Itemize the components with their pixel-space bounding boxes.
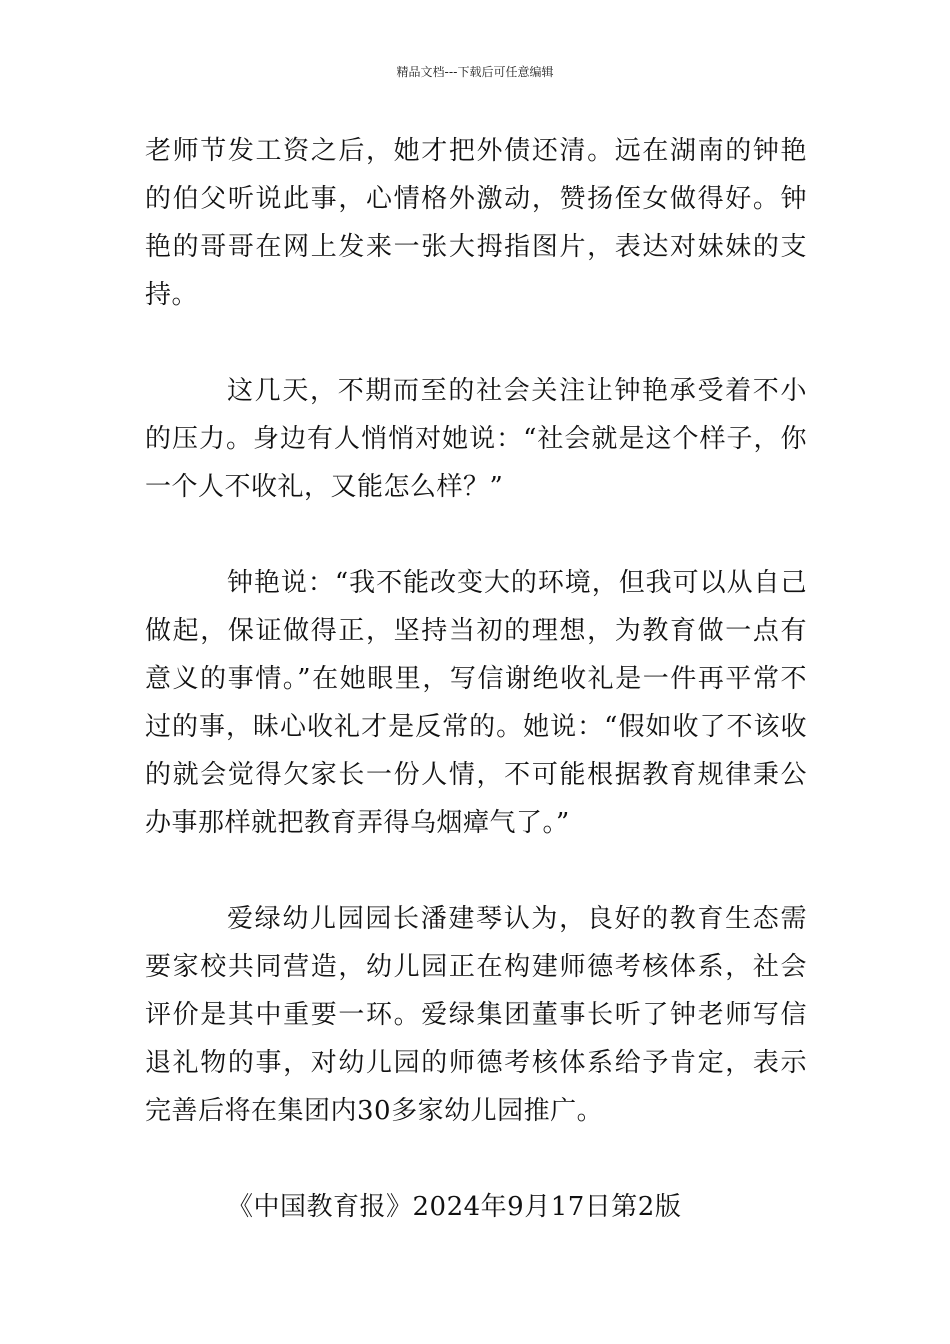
page-header: 精品文档---下载后可任意编辑 — [396, 65, 554, 79]
paragraph-zhong-yan-quote: 钟艳说：“我不能改变大的环境，但我可以从自己做起，保证做得正，坚持当初的理想，为教育做一点有意义的事情。”在她眼里，写信谢绝收礼是一件再平常不过的事，昧心收礼才是反常的。她说：“假如收了不该收的就会觉得欠家长一份人情，不可能根据教育规律秉公办事那样就把教育弄得乌烟瘴气了。” — [145, 568, 807, 838]
paragraph-continuation: 老师节发工资之后，她才把外债还清。远在湖南的钟艳的伯父听说此事，心情格外激动，赞扬侄女做得好。钟艳的哥哥在网上发来一张大拇指图片，表达对妹妹的支持。 — [145, 136, 807, 310]
paragraph-principal-view: 爱绿幼儿园园长潘建琴认为，良好的教育生态需要家校共同营造，幼儿园正在构建师德考核体系，社会评价是其中重要一环。爱绿集团董事长听了钟老师写信退礼物的事，对幼儿园的师德考核体系给予肯定，表示完善后将在集团内30多家幼儿园推广。 — [145, 904, 807, 1126]
paragraph-social-pressure: 这几天，不期而至的社会关注让钟艳承受着不小的压力。身边有人悄悄对她说：“社会就是这个样子，你一个人不收礼，又能怎么样？” — [145, 376, 807, 502]
source-citation: 《中国教育报》2024年9月17日第2版 — [227, 1192, 682, 1222]
article-body — [145, 127, 807, 1231]
